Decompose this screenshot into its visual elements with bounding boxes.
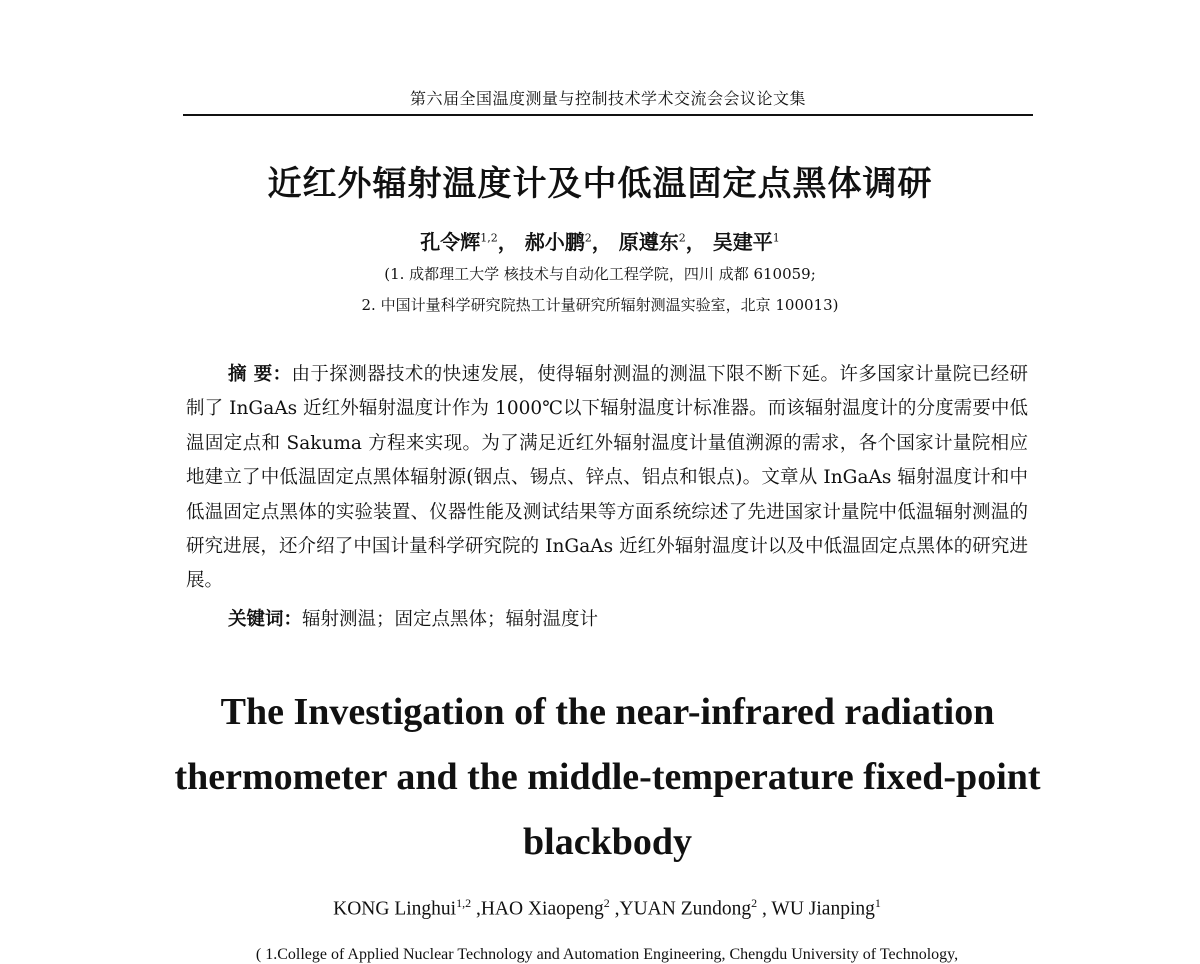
author-name: 郝小鹏 (524, 230, 585, 254)
author-name: HAO Xiaopeng (480, 898, 604, 920)
author-affiliation-mark: 2 (678, 231, 686, 245)
author-affiliation-mark: 2 (584, 231, 592, 245)
author-separator: ， (591, 230, 612, 254)
keywords (228, 605, 598, 631)
english-title-line: blackbody (523, 821, 692, 863)
chinese-affiliation-2: 2. 中国计量科学研究院热工计量研究所辐射测温实验室，北京 100013) (361, 296, 839, 314)
chinese-affiliation-1: (1. 成都理工大学 核技术与自动化工程学院，四川 成都 610059; (384, 265, 816, 283)
author-separator: ， (685, 230, 706, 254)
author-affiliation-mark: 2 (751, 896, 758, 910)
author-name: YUAN Zundong (619, 898, 752, 920)
author-separator: , (757, 898, 767, 920)
chinese-title: 近红外辐射温度计及中低温固定点黑体调研 (267, 164, 933, 204)
english-affiliation: ( 1.College of Applied Nuclear Technology and Automation Engineering, Chengdu University of Technology, (255, 946, 959, 963)
author-separator: , (609, 898, 620, 920)
english-authors (0, 896, 1200, 921)
abstract-label: 摘 要： (228, 364, 292, 385)
running-header: 第六届全国温度测量与控制技术学术交流会会议论文集 (409, 89, 806, 108)
keywords-text: 辐射测温；固定点黑体；辐射温度计 (302, 609, 599, 630)
english-title (100, 680, 1115, 875)
author-name: 原遵东 (618, 230, 679, 254)
author-affiliation-mark: 1 (772, 231, 780, 245)
english-title-line: thermometer and the middle-temperature fixed-point (174, 756, 1041, 798)
author-name: KONG Linghui (333, 898, 457, 920)
author-name: 孔令辉 (420, 230, 481, 254)
author-affiliation-mark: 1,2 (456, 896, 472, 910)
author-affiliation-mark: 2 (603, 896, 610, 910)
author-separator: ， (497, 230, 518, 254)
english-title-line: The Investigation of the near-infrared radiation (220, 691, 995, 733)
author-affiliation-mark: 1,2 (480, 231, 498, 245)
keywords-label: 关键词： (228, 609, 303, 630)
author-name: WU Jianping (771, 898, 875, 920)
chinese-authors (0, 226, 1200, 255)
author-separator: , (471, 898, 481, 920)
author-name: 吴建平 (712, 230, 773, 254)
abstract-text: 由于探测器技术的快速发展，使得辐射测温的测温下限不断下延。许多国家计量院已经研制了 InGaAs 近红外辐射温度计作为 1000℃以下辐射温度计标准器。而该辐射温度计的分度需要中低温固定点和 Sakuma 方程来实现。为了满足近红外辐射温度计量值溯源的需求，各个国家计量院相应地建立了中低温固定点黑体辐射源(铟点、锡点、锌点、铝点和银点)。文章从 InGaAs 辐射温度计和中低温固定点黑体的实验装置、仪器性能及测试结果等方面系统综述了先进国家计量院中低温辐射测温的研究进展，还介绍了中国计量科学研究院的 InGaAs 近红外辐射温度计以及中低温固定点黑体的研究进展。 (186, 364, 1028, 592)
abstract (186, 358, 1028, 599)
author-affiliation-mark: 1 (874, 896, 881, 910)
header-rule (183, 114, 1033, 116)
